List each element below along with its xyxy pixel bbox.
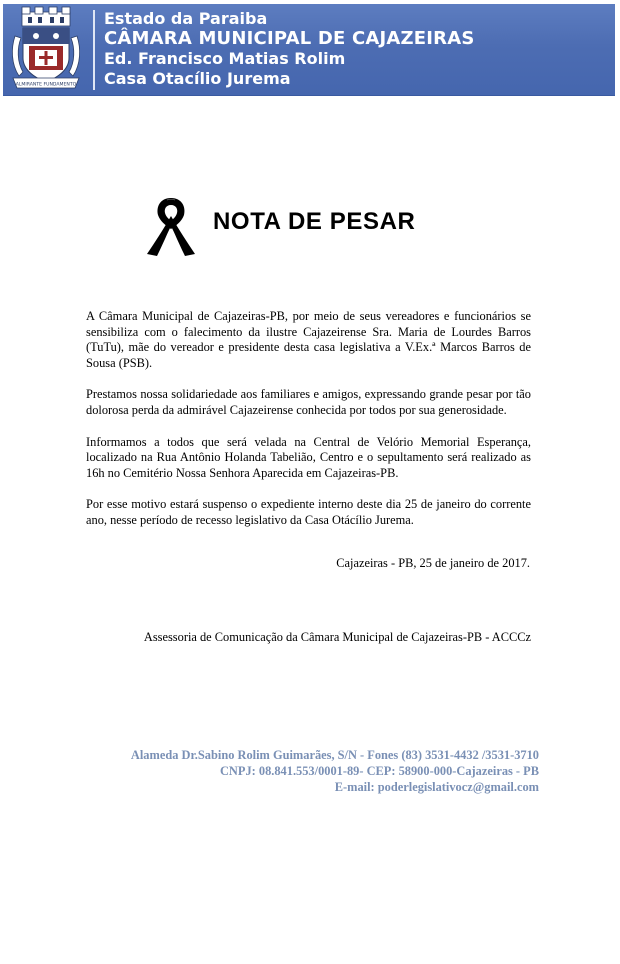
letterhead-banner bbox=[3, 4, 615, 96]
municipal-crest-logo bbox=[9, 6, 83, 92]
footer-contact-block bbox=[131, 747, 539, 795]
header-institution-line: CÂMARA MUNICIPAL DE CAJAZEIRAS bbox=[104, 28, 475, 49]
paragraph-condolence: A Câmara Municipal de Cajazeiras-PB, por meio de seus vereadores e funcionários se sensibiliza com o falecimento da ilustre Cajazeirense Sra. Maria de Lourdes Barros (TuTu), mãe do vereador e presidente desta casa legislativa a V.Ex.ª Marcos Barros de Sousa (PSB). bbox=[86, 309, 531, 370]
header-building-line: Ed. Francisco Matias Rolim bbox=[104, 49, 346, 68]
crest-banner-text: ALMIRANTE FUNDAMENTO bbox=[15, 82, 77, 88]
paragraph-solidarity: Prestamos nossa solidariedade aos familiares e amigos, expressando grande pesar por tão dolorosa perda da admirável Cajazeirense conhecida por todos por sua generosidade. bbox=[86, 387, 531, 417]
crest-icon bbox=[9, 6, 83, 92]
footer-email[interactable]: E-mail: poderlegislativocz@gmail.com bbox=[334, 780, 539, 794]
footer-cnpj: CNPJ: 08.841.553/0001-89- CEP: 58900-000-Cajazeiras - PB bbox=[219, 764, 539, 778]
header-state-line: Estado da Paraiba bbox=[104, 9, 268, 28]
date-line: Cajazeiras - PB, 25 de janeiro de 2017. bbox=[336, 556, 530, 570]
title-block bbox=[145, 196, 465, 260]
letter-body bbox=[86, 309, 531, 545]
footer-address: Alameda Dr.Sabino Rolim Guimarães, S/N - Fones (83) 3531-4432 /3531-3710 bbox=[130, 748, 539, 762]
page-title: NOTA DE PESAR bbox=[213, 208, 416, 235]
paragraph-funeral-info: Informamos a todos que será velada na Central de Velório Memorial Esperança, localizado na Rua Antônio Holanda Tabelião, Centro e o sepultamento será realizado as 16h no Cemitério Nossa Senhora Aparecida em Cajazeiras-PB. bbox=[86, 434, 531, 480]
mourning-ribbon-icon bbox=[145, 196, 197, 258]
header-divider bbox=[93, 10, 95, 90]
signature-line: Assessoria de Comunicação da Câmara Municipal de Cajazeiras-PB - ACCCz bbox=[143, 630, 531, 644]
header-text-block bbox=[104, 9, 475, 89]
paragraph-office-closure: Por esse motivo estará suspenso o expediente interno deste dia 25 de janeiro do corrente ano, nesse período de recesso legislativo da Casa Otácílio Jurema. bbox=[86, 497, 531, 527]
header-house-line: Casa Otacílio Jurema bbox=[104, 69, 291, 88]
